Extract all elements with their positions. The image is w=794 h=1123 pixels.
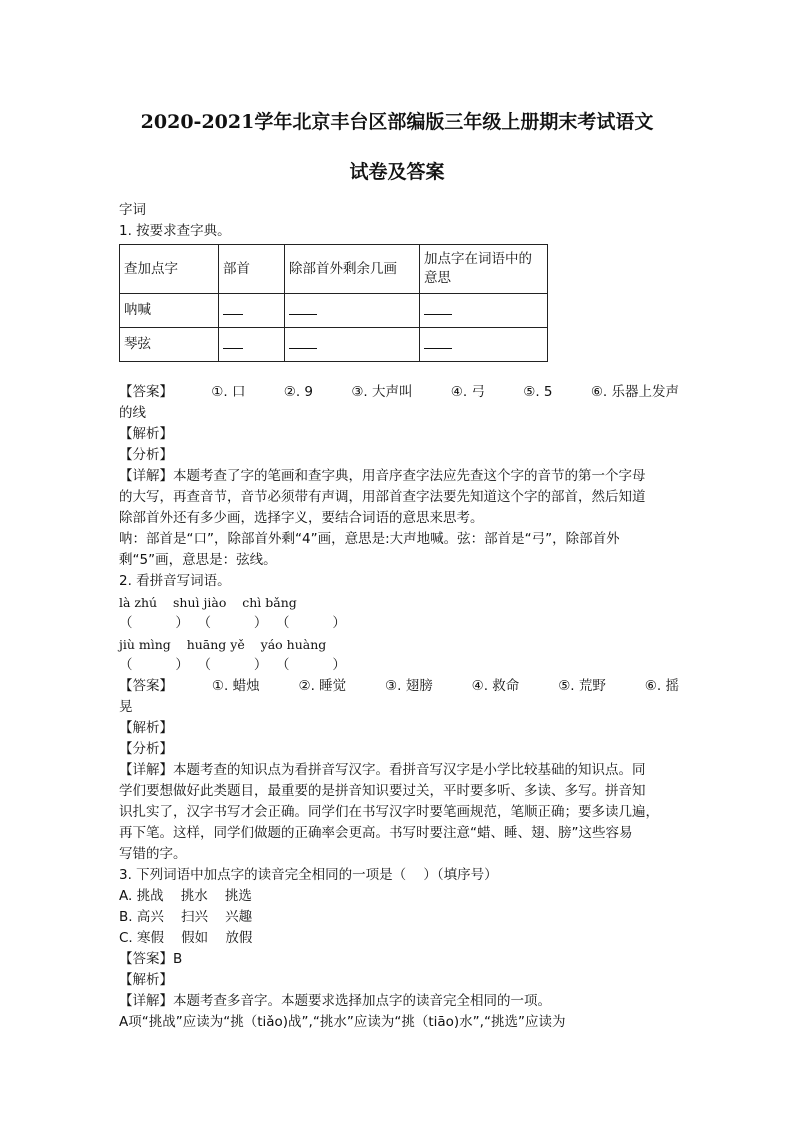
detail-text: 的大写，再查音节，音节必须带有声调，用部首查字法要先知道这个字的部首，然后知道 [119,489,646,505]
detail-text: 写错的字。 [119,846,187,862]
answer-blank [223,334,243,349]
table-cell-blank [420,328,548,362]
detail-text: 剩“5”画，意思是：弦线。 [119,552,277,568]
table-header-row [120,245,548,294]
pinyin-row: là zhú shuì jiào chì bǎng [119,595,297,610]
detail-text: 【详解】本题考查多音字。本题要求选择加点字的读音完全相同的一项。 [119,993,551,1009]
q1-stem: 1. 按要求查字典。 [119,223,231,239]
q1-answer-row [119,382,679,403]
detail-text: 再下笔。这样，同学们做题的正确率会更高。书写时要注意“蜡、睡、翅、膀”这些容易 [119,825,633,841]
answer-blank [289,300,317,315]
analysis-label: 【解析】 [119,972,173,988]
answer-item: ⑥. 摇 [644,678,679,694]
table-cell-word: 琴弦 [120,328,219,362]
table-header-cell: 加点字在词语中的意思 [420,245,548,294]
answer-item: ③. 翅膀 [385,678,433,694]
answer-item: ①. 蜡烛 [211,678,260,694]
answer-label: 【答案】 [119,384,173,400]
answer-blank [424,300,452,315]
table-cell-blank [285,328,420,362]
breakdown-label: 【分析】 [119,447,173,463]
title-line-2: 试卷及答案 [349,161,445,183]
answer-item: ⑤. 荒野 [558,678,606,694]
dictionary-table [119,244,548,362]
document-body [119,200,679,1033]
answer-continuation: 晃 [119,699,133,715]
answer-item: ②. 9 [283,384,314,400]
answer-blank [223,300,243,315]
answer-item: ④. 救命 [471,678,520,694]
detail-text: 呐：部首是“口”，除部首外剩“4”画，意思是:大声地喊。弦：部首是“弓”，除部首外 [119,531,620,547]
option-a: A. 挑战 挑水 挑选 [119,888,252,904]
table-row [120,328,548,362]
table-cell-word: 呐喊 [120,294,219,328]
answer-blank [424,334,452,349]
table-row [120,294,548,328]
analysis-label: 【解析】 [119,720,173,736]
q2-answer-row [119,676,679,697]
table-header-cell: 部首 [219,245,285,294]
q3-stem: 3. 下列词语中加点字的读音完全相同的一项是（ ）（填序号） [119,867,498,883]
table-cell-blank [219,328,285,362]
breakdown-label: 【分析】 [119,741,173,757]
answer-item: ③. 大声叫 [351,384,413,400]
table-header-cell: 查加点字 [120,245,219,294]
analysis-label: 【解析】 [119,426,173,442]
answer-item: ⑥. 乐器上发声 [590,384,679,400]
option-c: C. 寒假 假如 放假 [119,930,253,946]
answer-item: ⑤. 5 [523,384,553,400]
detail-text: 【详解】本题考查的知识点为看拼音写汉字。看拼音写汉字是小学比较基础的知识点。同 [119,762,646,778]
detail-text: A项“挑战”应读为“挑（tiǎo)战”,“挑水”应读为“挑（tiāo)水”,“挑选”应读为 [119,1014,566,1030]
q3-answer: 【答案】B [119,951,183,967]
detail-text: 学们要想做好此类题目，最重要的是拼音知识要过关，平时要多听、多读、多写。拼音知 [119,783,646,799]
answer-item: ④. 弓 [450,384,485,400]
blank-parens-row: （ ） （ ） （ ） [119,615,346,631]
answer-blank [289,334,317,349]
detail-text: 【详解】本题考查了字的笔画和查字典，用音序查字法应先查这个字的音节的第一个字母 [119,468,646,484]
document-title [100,97,694,197]
detail-text: 除部首外还有多少画，选择字义，要结合词语的意思来思考。 [119,510,484,526]
title-line-1: 2020-2021学年北京丰台区部编版三年级上册期末考试语文 [140,111,654,133]
pinyin-row: jiù mìng huāng yě yáo huàng [119,637,327,652]
table-cell-blank [219,294,285,328]
section-heading: 字词 [119,202,146,218]
answer-item: ①. 口 [211,384,246,400]
table-cell-blank [420,294,548,328]
answer-label: 【答案】 [119,678,173,694]
option-b: B. 高兴 扫兴 兴趣 [119,909,253,925]
blank-parens-row: （ ） （ ） （ ） [119,657,346,673]
q2-stem: 2. 看拼音写词语。 [119,573,231,589]
answer-continuation: 的线 [119,405,146,421]
detail-text: 识扎实了，汉字书写才会正确。同学们在书写汉字时要笔画规范，笔顺正确；要多读几遍， [119,804,659,820]
table-cell-blank [285,294,420,328]
answer-item: ②. 睡觉 [298,678,347,694]
table-header-cell: 除部首外剩余几画 [285,245,420,294]
